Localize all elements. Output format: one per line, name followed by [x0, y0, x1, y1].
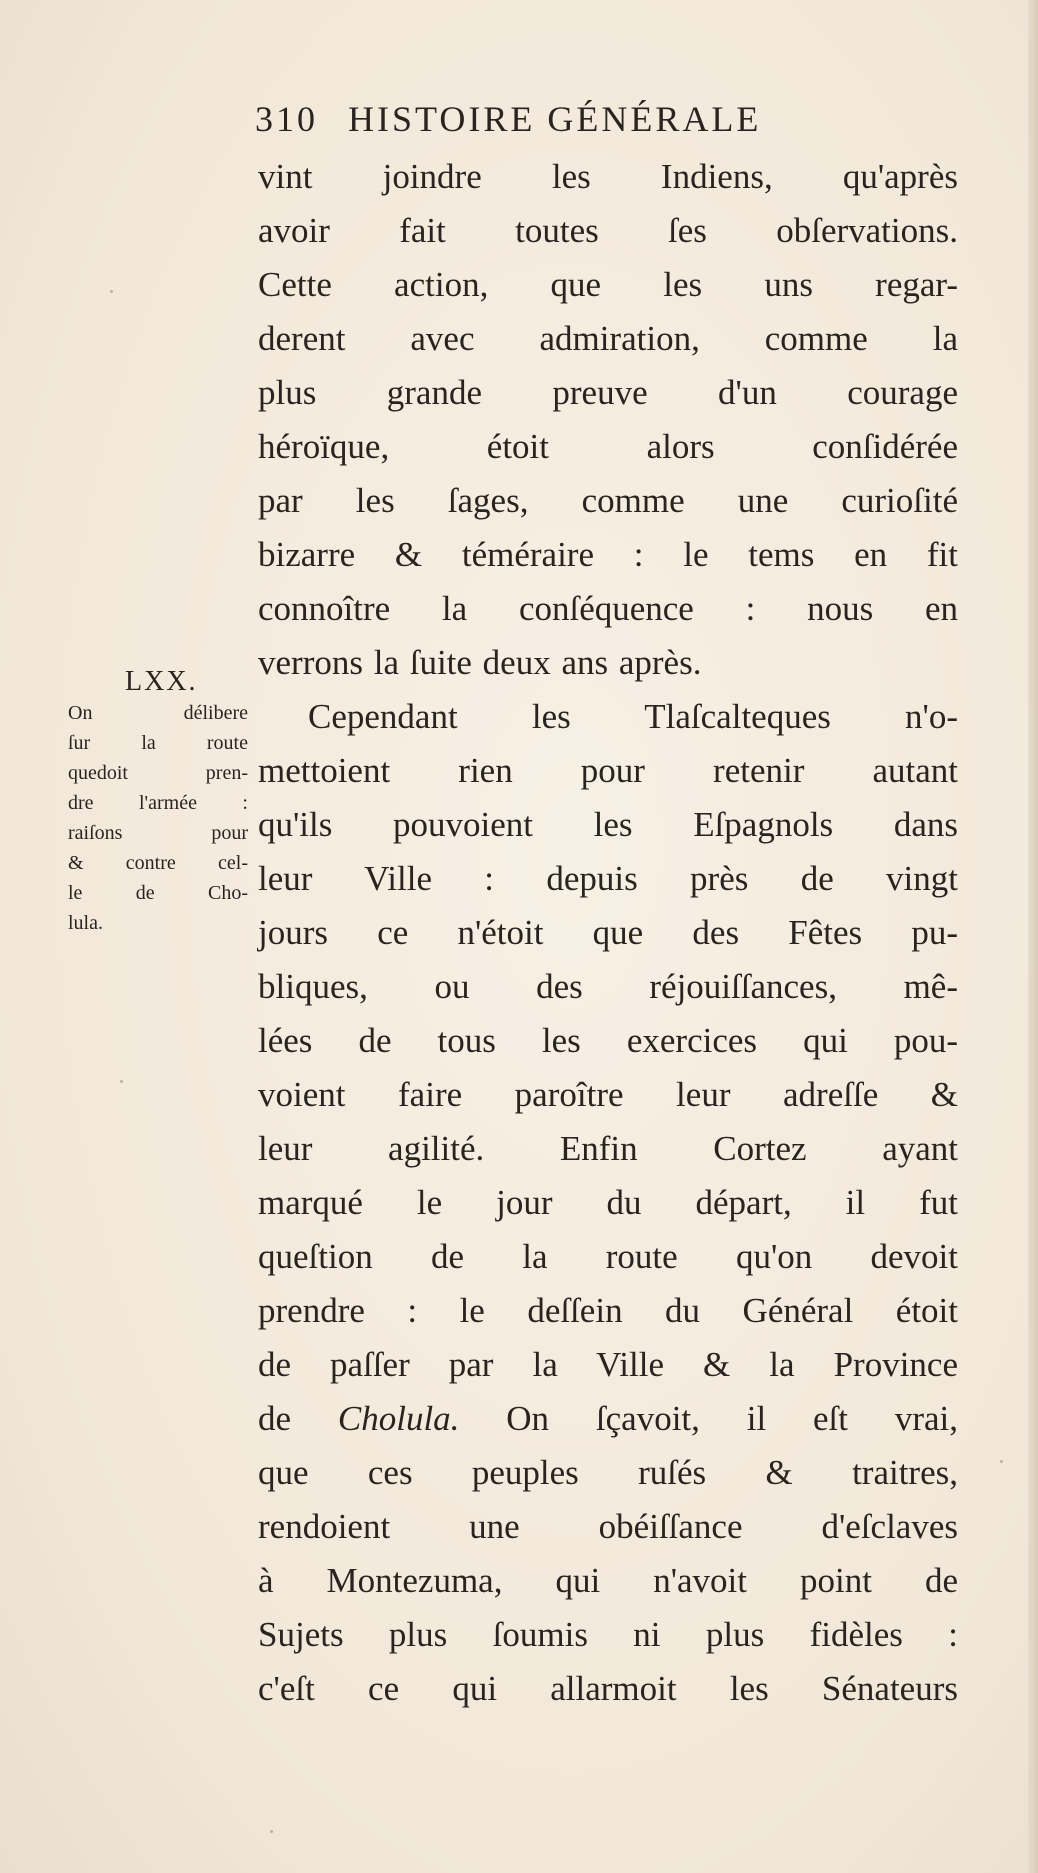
margin-note-line: ſur la route: [68, 732, 248, 754]
text-fragment: On ſçavoit, il eſt vrai,: [506, 1399, 958, 1438]
text-line: de paſſer par la Ville & la Province: [258, 1345, 958, 1384]
section-number: LXX.: [125, 666, 198, 697]
body-text: [258, 150, 958, 1716]
text-line: bizarre & téméraire : le tems en fit: [258, 535, 958, 574]
text-line: leur agilité. Enfin Cortez ayant: [258, 1129, 958, 1168]
text-line: derent avec admiration, comme la: [258, 319, 958, 358]
margin-note-line: On délibere: [68, 702, 248, 724]
text-line: leur Ville : depuis près de vingt: [258, 859, 958, 898]
text-line: c'eſt ce qui allarmoit les Sénateurs: [258, 1669, 958, 1708]
text-line: prendre : le deſſein du Général étoit: [258, 1291, 958, 1330]
page-number: 310: [255, 99, 318, 139]
margin-note-line: quedoit pren-: [68, 762, 248, 784]
page-edge: [1028, 0, 1038, 1873]
running-title: HISTOIRE GÉNÉRALE: [348, 99, 762, 139]
text-line: queſtion de la route qu'on devoit: [258, 1237, 958, 1276]
text-line: que ces peuples ruſés & traitres,: [258, 1453, 958, 1492]
paper-speck: [270, 1830, 273, 1833]
text-line: par les ſages, comme une curioſité: [258, 481, 958, 520]
paper-speck: [110, 290, 113, 293]
text-line: verrons la ſuite deux ans après.: [258, 643, 702, 682]
margin-note-line: le de Cho-: [68, 882, 248, 904]
text-line: mettoient rien pour retenir autant: [258, 751, 958, 790]
text-line: vint joindre les Indiens, qu'après: [258, 157, 958, 196]
paper-speck: [1000, 1460, 1003, 1463]
text-line: héroïque, étoit alors conſidérée: [258, 427, 958, 466]
paper-speck: [120, 1080, 123, 1083]
text-line: rendoient une obéiſſance d'eſclaves: [258, 1507, 958, 1546]
text-line: marqué le jour du départ, il fut: [258, 1183, 958, 1222]
text-line: bliques, ou des réjouiſſances, mê-: [258, 967, 958, 1006]
text-line: [258, 1392, 958, 1446]
text-line: avoir fait toutes ſes obſervations.: [258, 211, 958, 250]
margin-note: [68, 698, 248, 938]
text-line: voient faire paroître leur adreſſe &: [258, 1075, 958, 1114]
text-line: Cependant les Tlaſcalteques n'o-: [308, 697, 958, 736]
text-line: connoître la conſéquence : nous en: [258, 589, 958, 628]
text-line: jours ce n'étoit que des Fêtes pu-: [258, 913, 958, 952]
text-line: lées de tous les exercices qui pou-: [258, 1021, 958, 1060]
margin-note-line: raiſons pour: [68, 822, 248, 844]
margin-note-line: lula.: [68, 912, 103, 934]
text-line: qu'ils pouvoient les Eſpagnols dans: [258, 805, 958, 844]
text-fragment: de: [258, 1399, 292, 1438]
margin-note-line: & contre cel-: [68, 852, 248, 874]
margin-note-line: dre l'armée :: [68, 792, 248, 814]
place-name-italic: Cholula.: [337, 1399, 460, 1438]
text-line: à Montezuma, qui n'avoit point de: [258, 1561, 958, 1600]
running-header: [255, 98, 955, 148]
text-line: Sujets plus ſoumis ni plus fidèles :: [258, 1615, 958, 1654]
text-line: plus grande preuve d'un courage: [258, 373, 958, 412]
text-line: Cette action, que les uns regar-: [258, 265, 958, 304]
